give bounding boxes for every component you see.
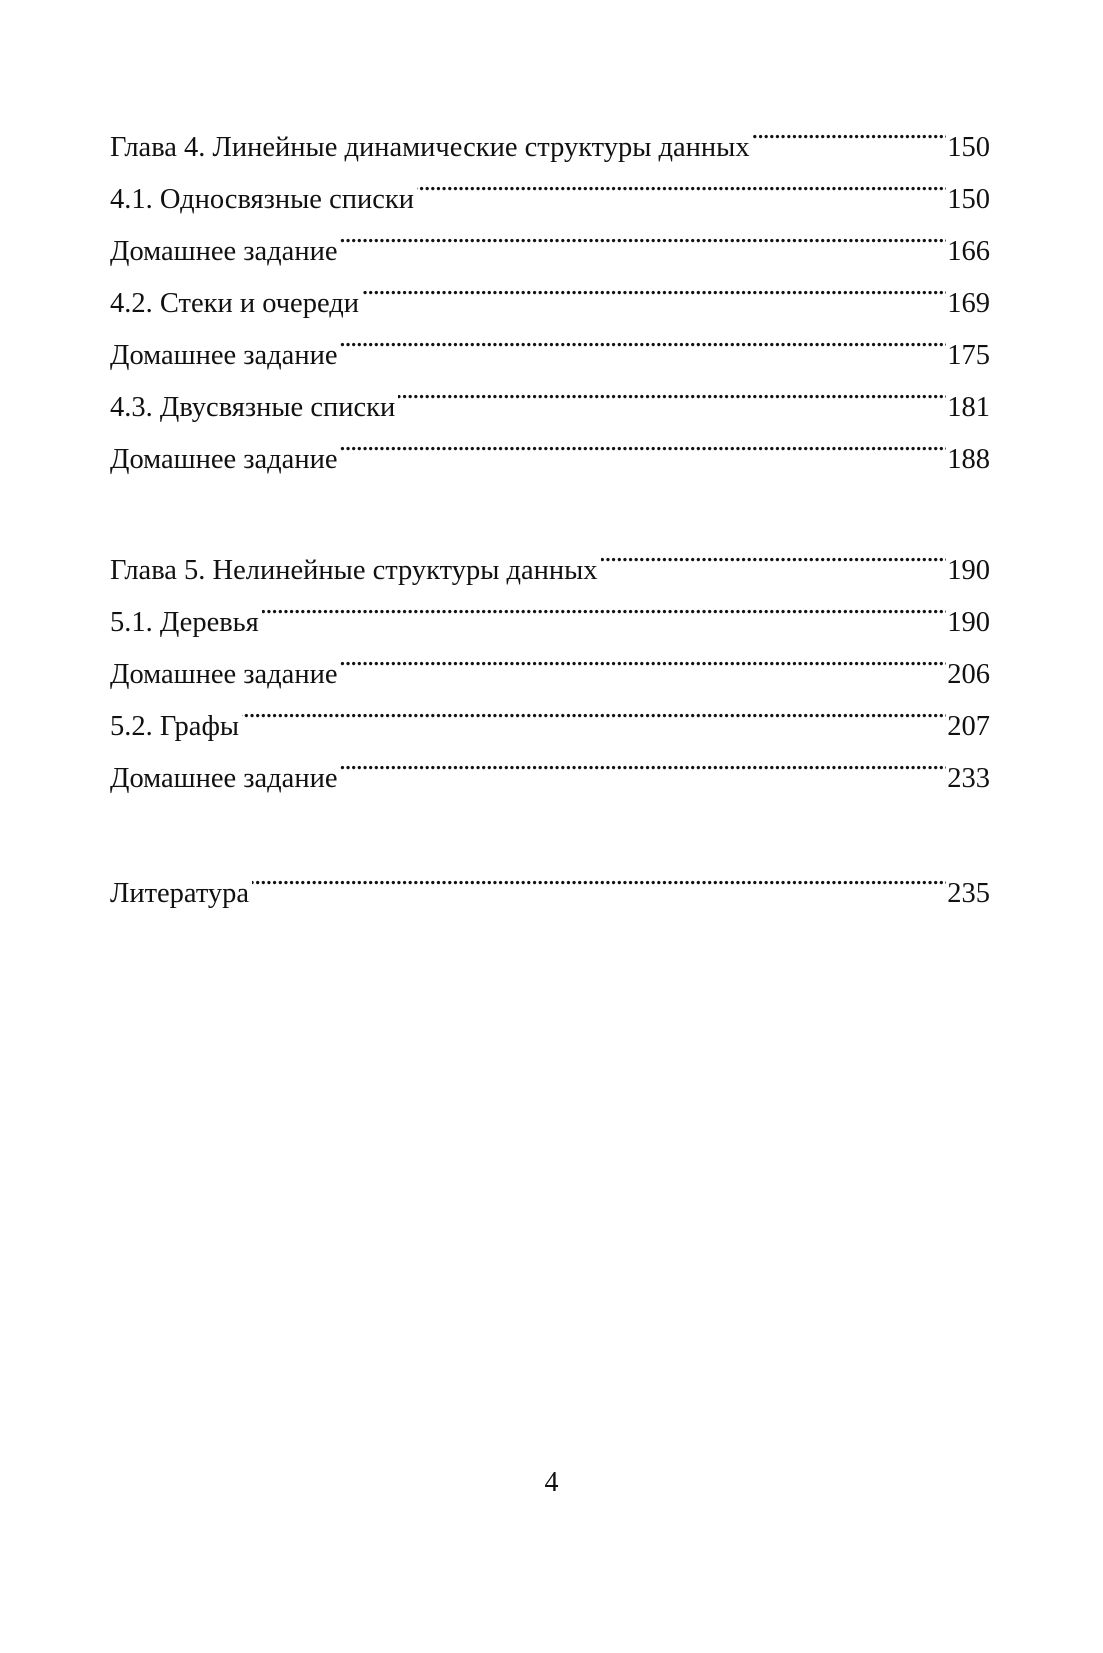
toc-entry-title: 4.2. Стеки и очереди bbox=[110, 288, 359, 319]
toc-leader-dots bbox=[252, 850, 946, 902]
toc-entry-page: 190 bbox=[947, 555, 990, 586]
toc-entry-page: 235 bbox=[947, 878, 990, 909]
toc-entry-page: 190 bbox=[947, 607, 990, 638]
toc-entry bbox=[110, 683, 990, 742]
toc-entry-title: Домашнее задание bbox=[110, 763, 338, 794]
toc-entry-title: 4.1. Односвязные списки bbox=[110, 184, 414, 215]
toc-entry bbox=[110, 527, 990, 586]
toc-entry-page: 207 bbox=[947, 711, 990, 742]
toc-entry-title: 5.1. Деревья bbox=[110, 607, 259, 638]
toc-entry-page: 150 bbox=[947, 184, 990, 215]
toc-entry bbox=[110, 850, 990, 909]
toc-entry bbox=[110, 104, 990, 163]
toc-entry-title: Домашнее задание bbox=[110, 236, 338, 267]
toc-leader-dots bbox=[340, 312, 946, 364]
toc-entry-title: 5.2. Графы bbox=[110, 711, 240, 742]
toc-section-chapter-5 bbox=[110, 527, 990, 794]
toc-leader-dots bbox=[262, 579, 946, 631]
toc-entry-title: Домашнее задание bbox=[110, 340, 338, 371]
toc-leader-dots bbox=[340, 208, 946, 260]
toc-entry-title: Глава 5. Нелинейные структуры данных bbox=[110, 555, 598, 586]
toc-leader-dots bbox=[242, 683, 946, 735]
toc-leader-dots bbox=[753, 104, 947, 156]
toc-leader-dots bbox=[340, 631, 946, 683]
toc-entry bbox=[110, 735, 990, 794]
toc-entry-page: 233 bbox=[947, 763, 990, 794]
toc-entry-title: Домашнее задание bbox=[110, 444, 338, 475]
toc-entry-title: Литература bbox=[110, 878, 250, 909]
toc-entry-page: 175 bbox=[947, 340, 990, 371]
toc-leader-dots bbox=[601, 527, 947, 579]
toc-section-chapter-4 bbox=[110, 104, 990, 475]
toc-leader-dots bbox=[340, 416, 946, 468]
toc-entry-title: 4.3. Двусвязные списки bbox=[110, 392, 396, 423]
toc-entry-page: 166 bbox=[947, 236, 990, 267]
toc-entry-page: 181 bbox=[947, 392, 990, 423]
toc-entry-title: Домашнее задание bbox=[110, 659, 338, 690]
toc-entry-page: 150 bbox=[947, 132, 990, 163]
toc-entry-page: 206 bbox=[947, 659, 990, 690]
toc-section-references bbox=[110, 850, 990, 909]
page-number: 4 bbox=[544, 1467, 559, 1498]
toc-entry-page: 188 bbox=[947, 444, 990, 475]
toc-leader-dots bbox=[398, 364, 946, 416]
toc-entry-title: Глава 4. Линейные динамические структуры данных bbox=[110, 132, 750, 163]
toc-leader-dots bbox=[362, 260, 946, 312]
toc-entry-page: 169 bbox=[947, 288, 990, 319]
toc-leader-dots bbox=[340, 735, 946, 787]
toc-leader-dots bbox=[417, 156, 946, 208]
